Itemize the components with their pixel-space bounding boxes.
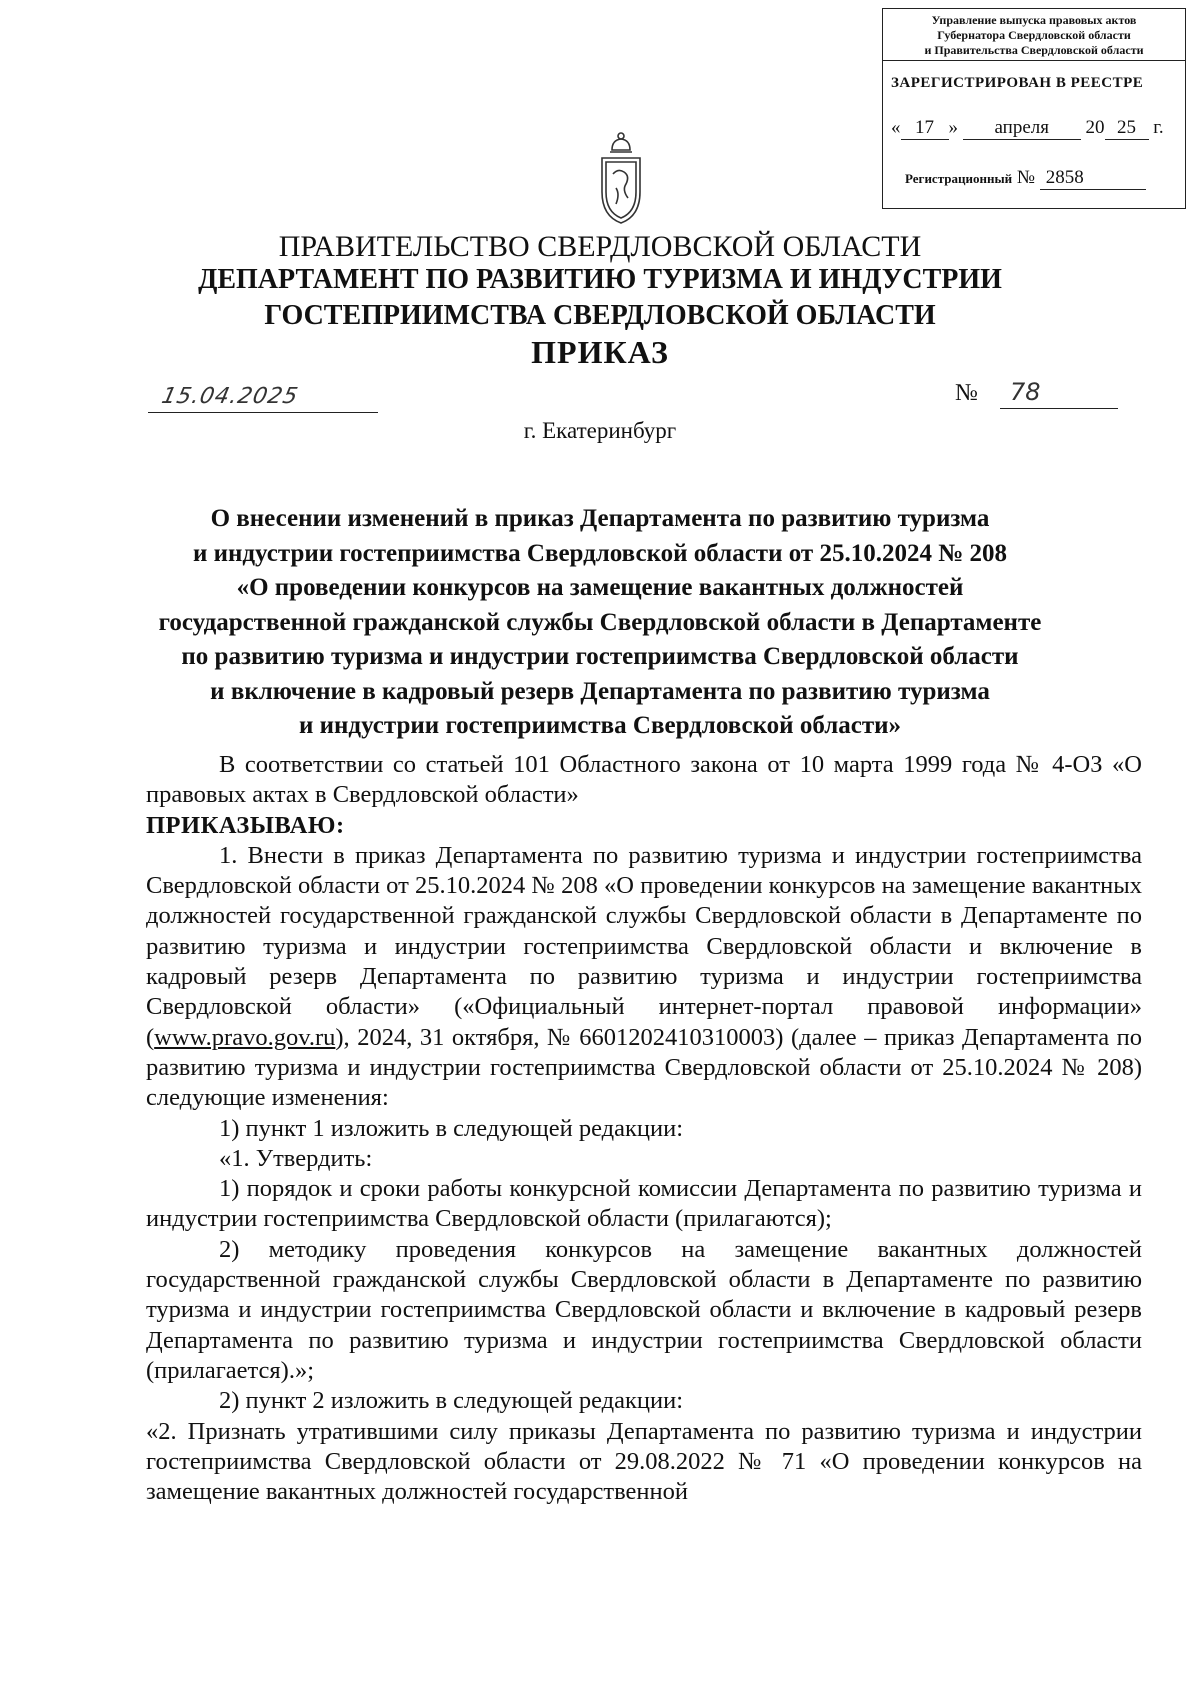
order-word: ПРИКАЗЫВАЮ: <box>146 811 345 839</box>
preamble: В соответствии со статьей 101 Областного закона от 10 марта 1999 года № 4-ОЗ «О правовых актах в Свердловской области» <box>146 751 1142 809</box>
stamp-quote-open: « <box>891 117 901 138</box>
stamp-year-prefix: 20 <box>1085 117 1105 138</box>
title-line: и индустрии гостеприимства Свердловской области от 25.10.2024 № 208 <box>192 539 1008 567</box>
department-line: ГОСТЕПРИИМСТВА СВЕРДЛОВСКОЙ ОБЛАСТИ <box>264 300 936 331</box>
government-name: ПРАВИТЕЛЬСТВО СВЕРДЛОВСКОЙ ОБЛАСТИ <box>278 230 922 263</box>
handwritten-number: 78 <box>1010 378 1041 406</box>
title-line: и индустрии гостеприимства Свердловской области» <box>298 712 902 739</box>
stamp-year-unit: г. <box>1153 117 1164 138</box>
department-line: ДЕПАРТАМЕНТ ПО РАЗВИТИЮ ТУРИЗМА И ИНДУСТРИИ <box>198 264 1002 295</box>
stamp-quote-close: » <box>948 117 958 138</box>
title-line: О внесении изменений в приказ Департамента по развитию туризма <box>210 505 990 532</box>
pravo-link[interactable]: www.pravo.gov.ru <box>154 1023 336 1051</box>
paragraph-1-text: 1. Внести в приказ Департамента по развитию туризма и индустрии гостеприимства Свердловской области от 25.10.2024 № 208 «О проведении конкурсов на замещение вакантных должностей государственной гражданской службы Свердловской области в Департаменте по развитию туризма и индустрии гостеприимства Свердловской области и включение в кадровый резерв Департамента по развитию туризма и индустрии гостеприимства Свердловской области» («Официальный интернет-портал правовой информации» ( <box>146 841 1142 1051</box>
stamp-num-sign: № <box>1016 167 1035 188</box>
stamp-registered-label: ЗАРЕГИСТРИРОВАН В РЕЕСТРЕ <box>891 75 1144 91</box>
coat-of-arms-icon <box>598 130 644 226</box>
city: г. Екатеринбург <box>523 418 677 443</box>
stamp-head-line: Губернатора Свердловской области <box>937 28 1131 42</box>
stamp-header <box>883 9 1185 61</box>
department-name <box>0 262 1200 334</box>
document-title <box>0 502 1200 744</box>
stamp-reg-number: 2858 <box>1040 167 1146 190</box>
stamp-head-line: Управление выпуска правовых актов <box>931 13 1137 27</box>
title-line: «О проведении конкурсов на замещение вакантных должностей <box>236 574 964 601</box>
title-line: государственной гражданской службы Свердловской области в Департаменте <box>158 608 1042 636</box>
registration-stamp <box>882 8 1186 209</box>
paragraph-2: 1) пункт 1 изложить в следующей редакции: <box>219 1114 684 1142</box>
stamp-year-suffix: 25 <box>1105 117 1149 140</box>
paragraph-4: 1) порядок и сроки работы конкурсной комиссии Департамента по развитию туризма и индустрии гостеприимства Свердловской области (прилагаются); <box>146 1175 1142 1233</box>
title-line: и включение в кадровый резерв Департамента по развитию туризма <box>210 677 990 705</box>
paragraph-3: «1. Утвердить: <box>219 1144 373 1172</box>
stamp-number-row <box>905 167 1146 190</box>
stamp-reg-label: Регистрационный <box>905 171 1013 186</box>
stamp-month: апреля <box>963 117 1081 140</box>
stamp-date <box>891 117 1164 140</box>
document-type: ПРИКАЗ <box>531 334 669 370</box>
paragraph-5: 2) методику проведения конкурсов на замещение вакантных должностей государственной гражданской службы Свердловской области в Департаменте по развитию туризма и индустрии гостеприимства Свердловской области и включение в кадровый резерв Департамента по развитию туризма и индустрии гостеприимства Свердловской области (прилагается).»; <box>146 1235 1142 1384</box>
paragraph-7: «2. Признать утратившими силу приказы Департамента по развитию туризма и индустрии гостеприимства Свердловской области от 29.08.2022 № 71 «О проведении конкурсов на замещение вакантных должностей государственной <box>146 1417 1142 1506</box>
number-label: № <box>955 380 978 406</box>
stamp-day: 17 <box>901 117 949 140</box>
handwritten-date: 15.04.2025 <box>159 384 301 409</box>
paragraph-1 <box>146 841 1142 1114</box>
stamp-head-line: и Правительства Свердловской области <box>924 43 1144 57</box>
title-line: по развитию туризма и индустрии гостеприимства Свердловской области <box>181 643 1019 670</box>
paragraph-1-text-end: ), 2024, 31 октября, № 6601202410310003) (далее – приказ Департамента по развитию туризма и индустрии гостеприимства Свердловской области от 25.10.2024 № 208) следующие изменения: <box>146 1023 1142 1112</box>
paragraph-6: 2) пункт 2 изложить в следующей редакции: <box>219 1387 684 1415</box>
document-body <box>146 750 1142 1507</box>
